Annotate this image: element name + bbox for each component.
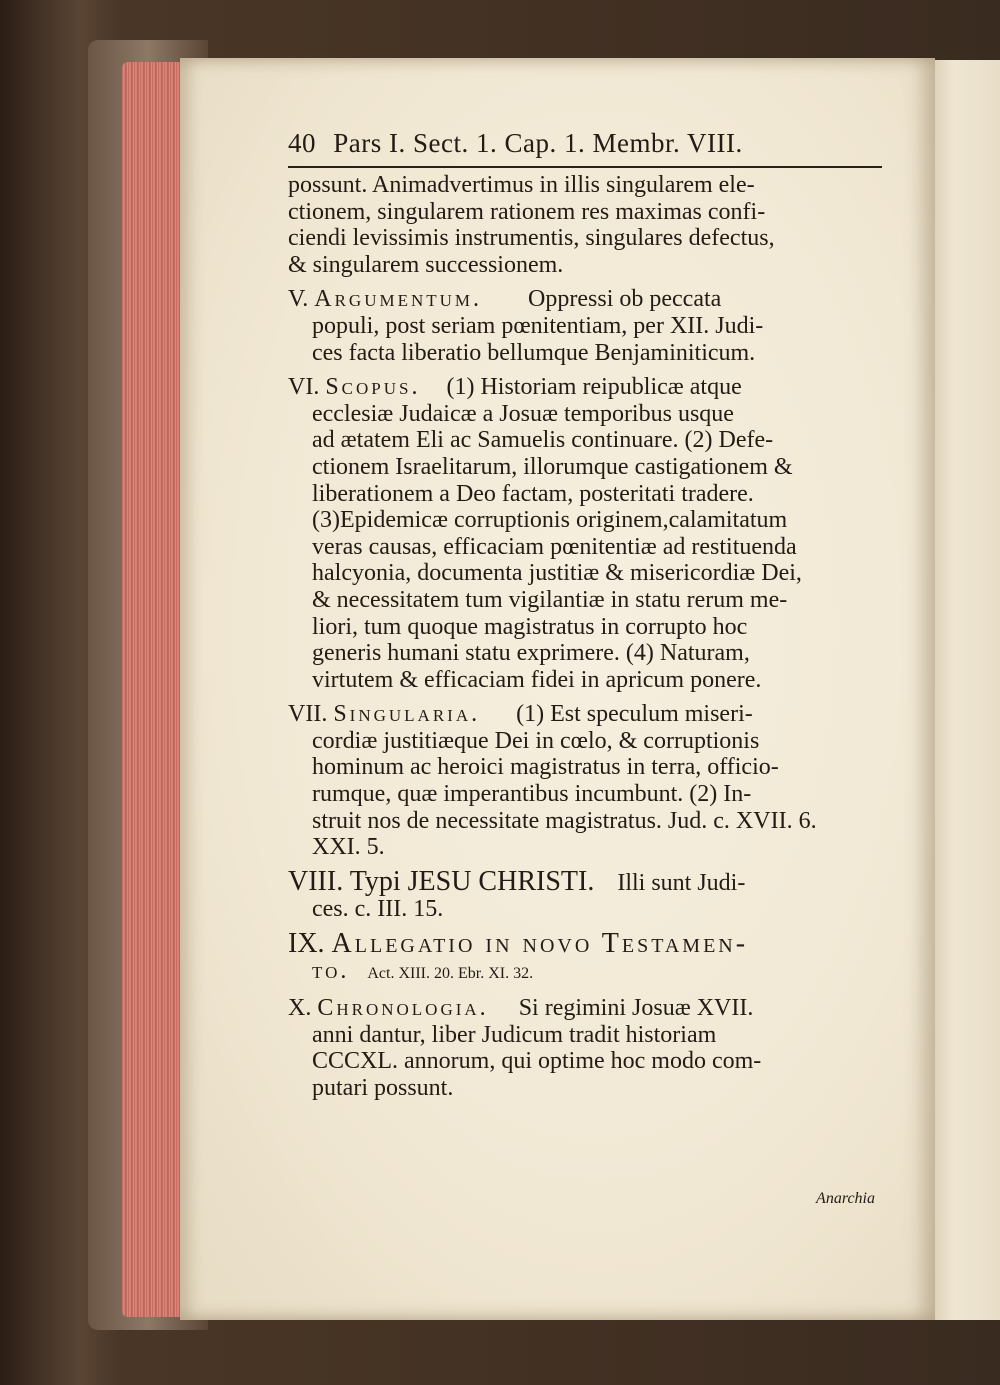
text-line: ecclesiæ Judaicæ a Josuæ temporibus usque bbox=[312, 400, 734, 427]
section-number: VIII. bbox=[288, 865, 344, 897]
text-line: liori, tum quoque magistratus in corrupto hoc bbox=[312, 613, 748, 640]
text-line: (3)Epidemicæ corruptionis originem,calamitatum bbox=[312, 507, 788, 534]
section-number: V. bbox=[288, 286, 309, 313]
text-line: virtutem & efficaciam fidei in apricum ponere. bbox=[312, 666, 762, 693]
section-heading-line bbox=[288, 286, 888, 313]
section-heading: Argumentum. bbox=[314, 286, 483, 313]
section-heading: Allegatio in novo Testamen- bbox=[331, 928, 749, 960]
section-allegatio bbox=[288, 928, 888, 987]
section-argumentum bbox=[288, 286, 888, 366]
section-heading-line bbox=[288, 701, 888, 728]
running-title: Pars I. Sect. 1. Cap. 1. Membr. VIII. bbox=[333, 128, 743, 158]
header-rule bbox=[288, 166, 882, 168]
text-line: liberationem a Deo factam, posteritati tradere. bbox=[312, 480, 754, 507]
section-number: IX. bbox=[288, 928, 325, 960]
text-line: hominum ac heroici magistratus in terra, officio- bbox=[312, 754, 779, 781]
text-line: putari possunt. bbox=[312, 1075, 454, 1101]
text-line: CCCXL. annorum, qui optime hoc modo com- bbox=[312, 1048, 762, 1075]
section-number: X. bbox=[288, 995, 312, 1022]
facing-page-edge bbox=[930, 60, 1000, 1320]
text-line: ad ætatem Eli ac Samuelis continuare. (2) Defe- bbox=[312, 427, 774, 454]
text-line: to. bbox=[312, 957, 350, 984]
running-header bbox=[288, 126, 888, 166]
section-heading-line bbox=[288, 995, 888, 1022]
text-line: Act. XIII. 20. Ebr. XI. 32. bbox=[367, 964, 534, 982]
page-text bbox=[288, 126, 888, 1102]
text-line: ces facta liberatio bellumque Benjaminiticum. bbox=[312, 339, 756, 366]
text-line: ciendi levissimis instrumentis, singulares defectus, bbox=[288, 225, 775, 252]
section-scopus bbox=[288, 374, 888, 693]
text-line: (1) Est speculum miseri- bbox=[516, 701, 753, 728]
section-chronologia bbox=[288, 995, 888, 1101]
section-singularia bbox=[288, 701, 888, 861]
text-line: XXI. 5. bbox=[312, 834, 385, 861]
text-line: generis humani statu exprimere. (4) Naturam, bbox=[312, 640, 750, 667]
paragraph-continuation bbox=[288, 172, 888, 278]
text-line: ctionem Israelitarum, illorumque castigationem & bbox=[312, 453, 793, 480]
text-line: struit nos de necessitate magistratus. Jud. c. XVII. 6. bbox=[312, 807, 817, 834]
section-heading: Singularia. bbox=[333, 701, 481, 728]
section-heading: Typi JESU CHRISTI. bbox=[349, 865, 595, 897]
text-line: cordiæ justitiæque Dei in cœlo, & corruptionis bbox=[312, 727, 760, 754]
text-line: ctionem, singularem rationem res maximas confi- bbox=[288, 198, 766, 225]
text-line: Si regimini Josuæ XVII. bbox=[518, 995, 754, 1022]
section-number: VI. bbox=[288, 374, 320, 401]
book-page bbox=[180, 58, 935, 1320]
text-line: anni dantur, liber Judicum tradit historiam bbox=[312, 1021, 717, 1048]
text-line: halcyonia, documenta justitiæ & misericordiæ Dei, bbox=[312, 560, 802, 587]
text-line: ces. c. III. 15. bbox=[312, 896, 444, 923]
text-line: rumque, quæ imperantibus incumbunt. (2) In- bbox=[312, 781, 752, 808]
text-line-group bbox=[288, 958, 888, 988]
section-heading-line bbox=[288, 374, 888, 401]
text-line: & necessitatem tum vigilantiæ in statu rerum me- bbox=[312, 586, 788, 613]
text-line: (1) Historiam reipublicæ atque bbox=[446, 374, 742, 401]
section-heading-line bbox=[288, 928, 888, 960]
section-heading: Chronologia. bbox=[317, 995, 489, 1022]
section-heading: Scopus. bbox=[325, 374, 421, 401]
text-line: populi, post seriam pœnitentiam, per XII. Judi- bbox=[312, 312, 764, 339]
catchword: Anarchia bbox=[816, 1190, 875, 1207]
text-line: & singularem successionem. bbox=[288, 251, 564, 278]
text-line: Oppressi ob peccata bbox=[528, 286, 722, 313]
section-typi bbox=[288, 865, 888, 923]
page-number: 40 bbox=[288, 128, 316, 158]
text-line: possunt. Animadvertimus in illis singularem ele- bbox=[288, 172, 755, 198]
section-heading-line bbox=[288, 865, 888, 897]
section-number: VII. bbox=[288, 701, 328, 728]
text-line: veras causas, efficaciam pœnitentiæ ad restituenda bbox=[312, 533, 797, 560]
text-line: Illi sunt Judi- bbox=[617, 869, 746, 896]
